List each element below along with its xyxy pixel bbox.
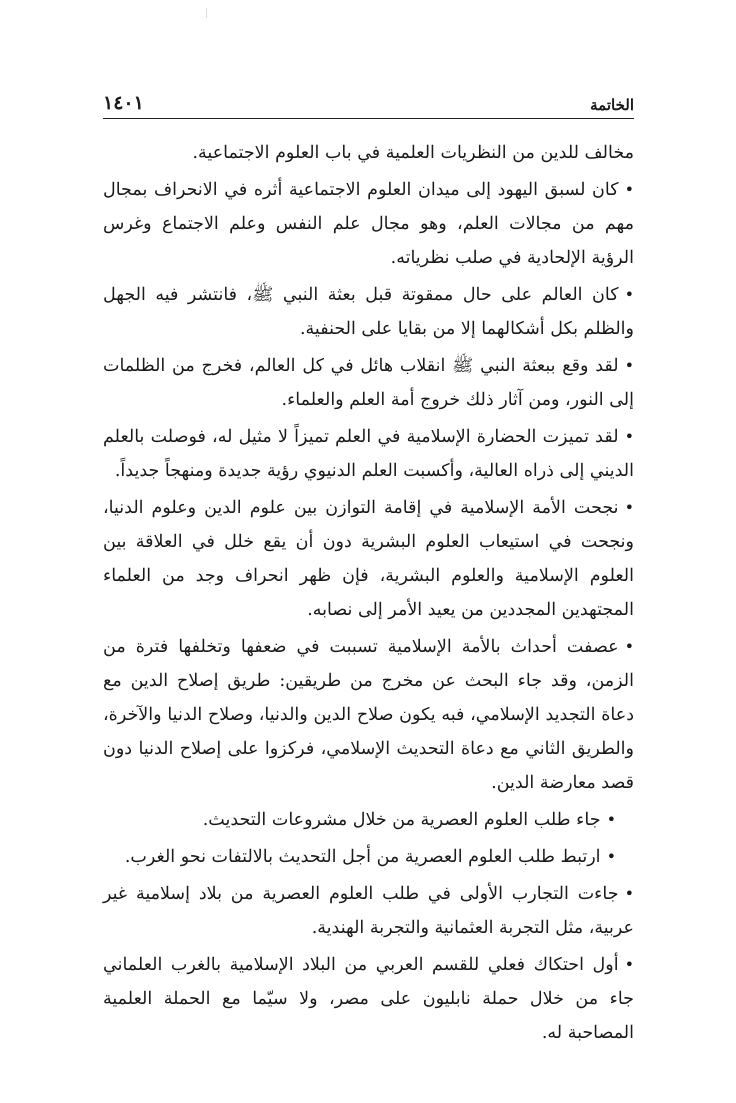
bullet-paragraph: • أول احتكاك فعلي للقسم العربي من البلاد الإسلامية بالغرب العلماني جاء من خلال حملة نابليون على مصر، ولا سيّما مع الحملة العلمية المصاحبة له. <box>103 948 634 1050</box>
chapter-title: الخاتمة <box>590 96 634 114</box>
bullet-paragraph: • كان العالم على حال ممقوتة قبل بعثة النبي ﷺ، فانتشر فيه الجهل والظلم بكل أشكالهما إلا من بقايا على الحنفية. <box>103 278 634 346</box>
bullet-paragraph: • نجحت الأمة الإسلامية في إقامة التوازن بين علوم الدين وعلوم الدنيا، ونجحت في استيعاب العلوم البشرية دون أن يقع خلل في العلاقة بين العلوم الإسلامية والعلوم البشرية، فإن ظهر انحراف وجد من العلماء المجتهدين المجددين من يعيد الأمر إلى نصابه. <box>103 491 634 627</box>
page-number: ١٤٠١ <box>103 92 144 114</box>
bullet-paragraph: • لقد تميزت الحضارة الإسلامية في العلم تميزاً لا مثيل له، فوصلت بالعلم الديني إلى ذراه العالية، وأكسبت العلم الدنيوي رؤية جديدة ومنهجاً جديداً. <box>103 420 634 488</box>
paragraph: مخالف للدين من النظريات العلمية في باب العلوم الاجتماعية. <box>192 143 634 163</box>
bullet-paragraph: • جاءت التجارب الأولى في طلب العلوم العصرية من بلاد إسلامية غير عربية، مثل التجربة العثمانية والتجربة الهندية. <box>103 877 634 945</box>
header-divider <box>103 118 634 119</box>
bullet-paragraph: • جاء طلب العلوم العصرية من خلال مشروعات التحديث. <box>103 803 634 837</box>
bullet-paragraph: • لقد وقع ببعثة النبي ﷺ انقلاب هائل في كل العالم، فخرج من الظلمات إلى النور، ومن آثار ذلك خروج أمة العلم والعلماء. <box>103 349 634 417</box>
bullet-paragraph: • عصفت أحداث بالأمة الإسلامية تسببت في ضعفها وتخلفها فترة من الزمن، وقد جاء البحث عن مخرج من طريقين: طريق إصلاح الدين مع دعاة التجديد الإسلامي، فبه يكون صلاح الدين والدنيا، وصلاح الدنيا والآخرة، والطريق الثاني مع دعاة التحديث الإسلامي، فركزوا على إصلاح الدنيا دون قصد معارضة الدين. <box>103 630 634 800</box>
bullet-paragraph: • ارتبط طلب العلوم العصرية من أجل التحديث بالالتفات نحو الغرب. <box>103 840 634 874</box>
book-page <box>103 0 634 1103</box>
body-text <box>103 136 634 1053</box>
bullet-paragraph: • كان لسبق اليهود إلى ميدان العلوم الاجتماعية أثره في الانحراف بمجال مهم من مجالات العلم، وهو مجال علم النفس وعلم الاجتماع وغرس الرؤية الإلحادية في صلب نظرياته. <box>103 173 634 275</box>
running-header <box>103 86 634 114</box>
